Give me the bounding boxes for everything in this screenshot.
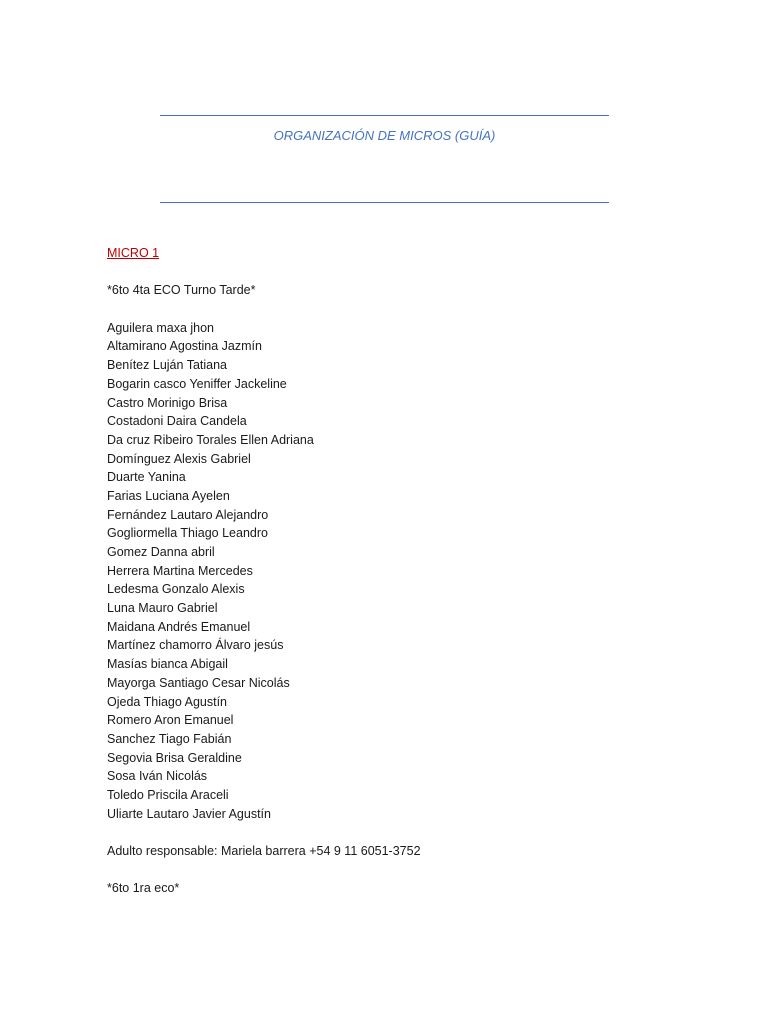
group-label: *6to 4ta ECO Turno Tarde* bbox=[107, 283, 256, 298]
list-item: Mayorga Santiago Cesar Nicolás bbox=[107, 675, 290, 690]
list-item: Martínez chamorro Álvaro jesús bbox=[107, 638, 284, 653]
spacer bbox=[107, 263, 421, 282]
list-item: Uliarte Lautaro Javier Agustín bbox=[107, 806, 271, 821]
student-list bbox=[107, 319, 421, 824]
list-item: Gomez Danna abril bbox=[107, 545, 215, 559]
document-title: ORGANIZACIÓN DE MICROS (GUÍA) bbox=[273, 128, 496, 143]
list-item: Sanchez Tiago Fabián bbox=[107, 731, 232, 746]
list-item: Sosa Iván Nicolás bbox=[107, 769, 208, 784]
header-rule-top bbox=[160, 115, 609, 116]
list-item: Ojeda Thiago Agustín bbox=[107, 694, 227, 709]
list-item: Romero Aron Emanuel bbox=[107, 713, 234, 728]
section-heading: MICRO 1 bbox=[107, 246, 160, 260]
list-item: Aguilera maxa jhon bbox=[107, 320, 215, 335]
list-item: Costadoni Daira Candela bbox=[107, 414, 247, 429]
list-item: Benítez Luján Tatiana bbox=[107, 358, 228, 373]
list-item: Da cruz Ribeiro Torales Ellen Adriana bbox=[107, 432, 314, 447]
list-item: Masías bianca Abigail bbox=[107, 657, 228, 672]
list-item: Maidana Andrés Emanuel bbox=[107, 619, 251, 634]
list-item: Fernández Lautaro Alejandro bbox=[107, 507, 269, 522]
group-label-2: *6to 1ra eco* bbox=[107, 881, 180, 896]
spacer bbox=[107, 861, 421, 880]
list-item: Toledo Priscila Araceli bbox=[107, 787, 229, 802]
responsible-adult: Adulto responsable: Mariela barrera +54 9 11 6051-3752 bbox=[107, 844, 421, 858]
list-item: Duarte Yanina bbox=[107, 470, 186, 485]
list-item: Gogliormella Thiago Leandro bbox=[107, 526, 268, 541]
document-body bbox=[107, 244, 421, 898]
list-item: Domínguez Alexis Gabriel bbox=[107, 451, 251, 466]
list-item: Segovia Brisa Geraldine bbox=[107, 750, 242, 765]
list-item: Castro Morinigo Brisa bbox=[107, 395, 228, 410]
list-item: Herrera Martina Mercedes bbox=[107, 563, 253, 578]
spacer bbox=[107, 300, 421, 319]
list-item: Farias Luciana Ayelen bbox=[107, 488, 230, 503]
list-item: Ledesma Gonzalo Alexis bbox=[107, 582, 245, 597]
list-item: Luna Mauro Gabriel bbox=[107, 601, 218, 616]
header-rule-bottom bbox=[160, 202, 609, 203]
list-item: Bogarin casco Yeniffer Jackeline bbox=[107, 376, 287, 391]
list-item: Altamirano Agostina Jazmín bbox=[107, 339, 262, 354]
spacer bbox=[107, 823, 421, 842]
